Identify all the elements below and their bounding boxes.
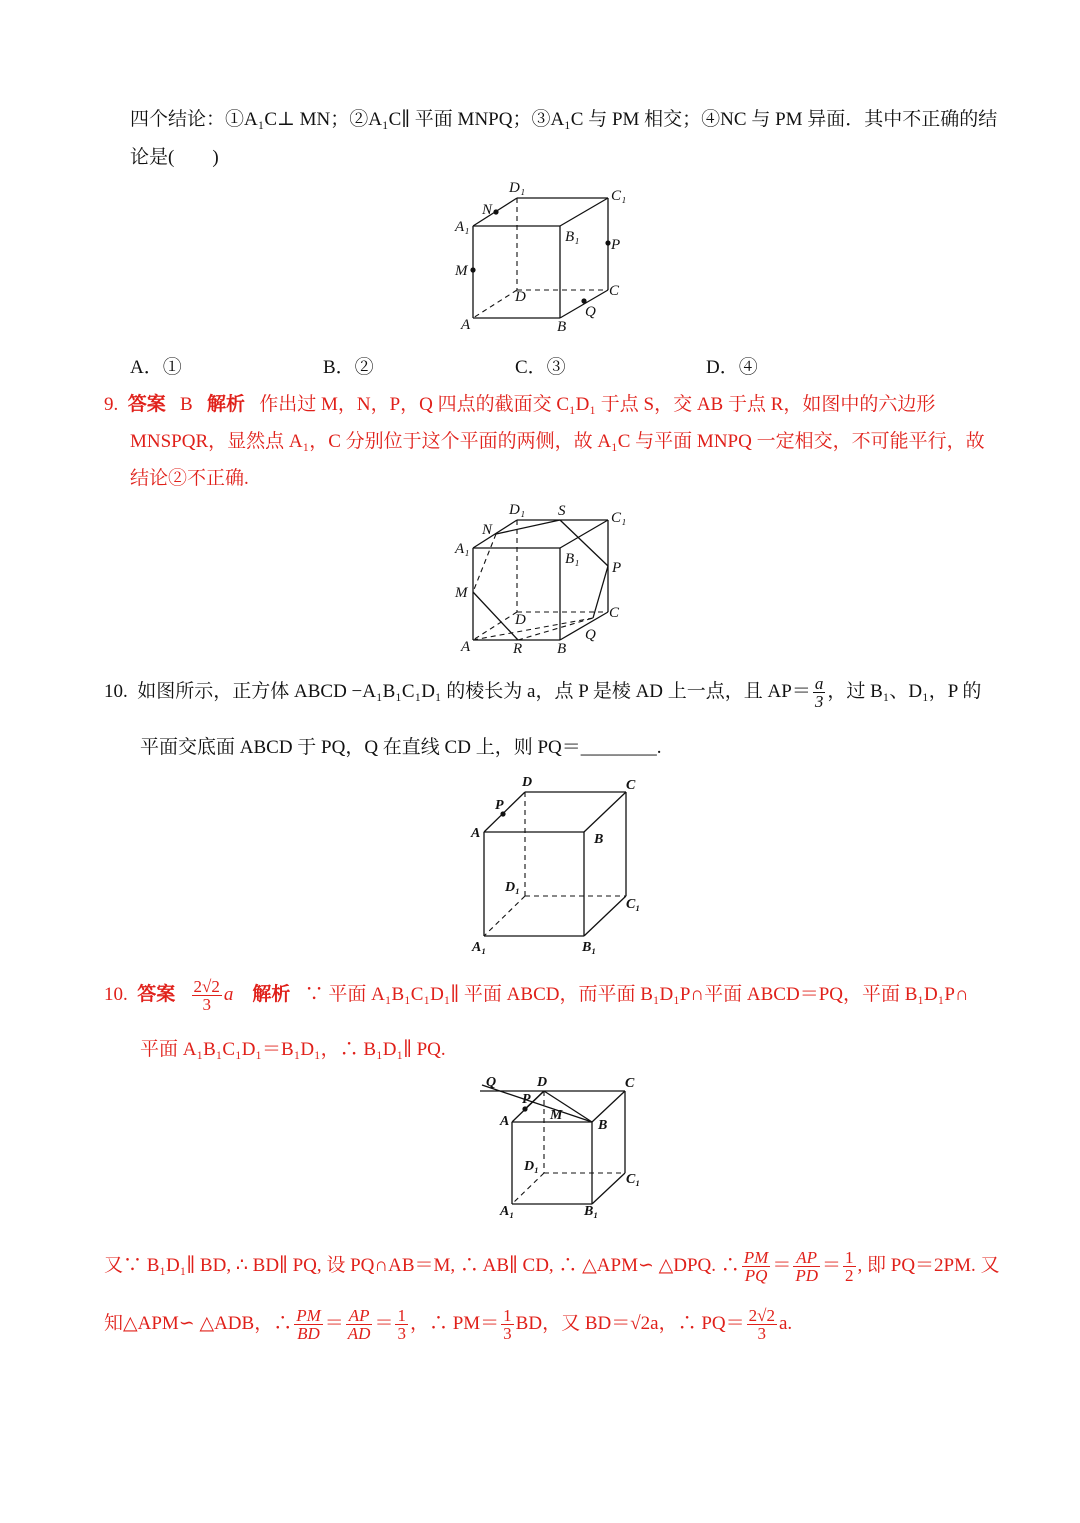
fig3-label-d1: D₁	[505, 880, 520, 895]
fig2-label-a: A	[461, 639, 471, 655]
fig4-label-a1: A₁	[500, 1204, 515, 1219]
fig3-label-d: D	[522, 775, 533, 790]
analysis-10-text1: ∵ 平面 A₁B₁C₁D₁∥ 平面 ABCD，而平面 B₁D₁P∩平面 ABCD＝PQ，平面 B₁D₁P∩	[304, 984, 969, 1005]
fig2-label-r: R	[513, 641, 523, 657]
fig2-label-b1: B₁	[565, 551, 580, 567]
q8-line2: 论是( )	[130, 147, 219, 168]
figure-cube-2	[445, 500, 645, 670]
answer-9-line1	[104, 389, 935, 416]
question-10-text1: 如图所示，正方体 ABCD −A₁B₁C₁D₁ 的棱长为 a，点 P 是棱 AD 上一点，且 AP＝	[137, 681, 811, 702]
fig4-label-c: C	[625, 1076, 635, 1091]
fig2-label-d: D	[515, 612, 526, 628]
fig3-label-p: P	[495, 798, 504, 813]
fig4-label-d: D	[537, 1075, 548, 1090]
fig2-label-d1: D₁	[509, 502, 526, 518]
answer-9-choice: B	[180, 394, 193, 415]
answer-9-label: 答案	[127, 394, 166, 415]
answer-10-number: 10.	[104, 984, 128, 1005]
answer-10-variable: a	[223, 984, 234, 1005]
fig4-label-d1: D₁	[524, 1159, 539, 1174]
fig1-label-b: B	[557, 319, 567, 335]
q8-line1: 四个结论：①A₁C⊥ MN；②A₁C∥ 平面 MNPQ；③A₁C 与 PM 相交；④NC 与 PM 异面．其中不正确的结	[130, 109, 998, 130]
figure-cube-1	[445, 178, 645, 348]
fig4-label-m: M	[550, 1108, 563, 1123]
fig1-label-c1: C₁	[611, 188, 627, 204]
fig4-label-c1: C₁	[626, 1172, 641, 1187]
fig1-label-d1: D₁	[509, 180, 526, 196]
analysis-10-text4: 知△APM∽ △ADB，∴ $\frac{PM}{BD}$ ＝ $\frac{AP}{AD}$ ＝ $\frac{1}{3}$ ，∴ PM＝ $\frac{1}{3}$ BD，又 BD＝√2a，∴ PQ＝ $\frac{2√2}{3}$ a.	[104, 1306, 793, 1344]
fig2-label-q: Q	[585, 627, 596, 643]
fig1-label-p: P	[611, 237, 621, 253]
fig2-label-a1: A₁	[455, 541, 470, 557]
fig1-label-b1: B₁	[565, 229, 580, 245]
answer-10-fraction: $\frac{2√2}{3}$	[193, 977, 220, 1015]
analysis-9-text3: 结论②不正确.	[130, 468, 249, 489]
fig1-label-a: A	[461, 317, 471, 333]
fig2-label-m: M	[455, 585, 468, 601]
analysis-10-text3: 又∵ B₁D₁∥ BD, ∴ BD∥ PQ, 设 PQ∩AB＝M, ∴ AB∥ CD, ∴ △APM∽ △DPQ. ∴ $\frac{PM}{PQ}$ ＝ $\frac{AP}{PD}$ ＝ $\frac{1}{2}$ , 即 PQ＝2PM. 又	[104, 1248, 1000, 1286]
analysis-9-label: 解析	[206, 394, 245, 415]
question-10-line1	[104, 674, 981, 710]
answer-10-line1	[104, 972, 969, 1018]
answer-9-number: 9.	[104, 394, 119, 415]
fig3-label-b1: B₁	[582, 940, 597, 955]
analysis-9-text2: MNSPQR，显然点 A₁，C 分别位于这个平面的两侧，故 A₁C 与平面 MNPQ 一定相交，不可能平行，故	[130, 431, 985, 452]
option-b: B．②	[323, 357, 374, 378]
fig2-label-c1: C₁	[611, 510, 627, 526]
fig3-label-a1: A₁	[472, 940, 487, 955]
analysis-10-label: 解析	[252, 984, 291, 1005]
figure-cube-4	[478, 1072, 678, 1222]
fig4-label-q: Q	[486, 1075, 497, 1090]
fig1-label-a1: A₁	[455, 219, 470, 235]
fig1-label-c: C	[609, 283, 620, 299]
fig3-label-c1: C₁	[626, 897, 641, 912]
fig2-label-b: B	[557, 641, 567, 657]
fig4-label-b: B	[598, 1118, 608, 1133]
fig1-label-n: N	[482, 202, 493, 218]
fig4-label-a: A	[500, 1114, 510, 1129]
fig2-label-c: C	[609, 605, 620, 621]
fig4-label-p: P	[522, 1092, 531, 1107]
answer-10-label: 答案	[137, 984, 176, 1005]
fig2-label-p: P	[612, 560, 622, 576]
fig3-label-b: B	[594, 832, 604, 847]
option-d: D．④	[706, 357, 758, 378]
analysis-9-text1: 作出过 M，N，P，Q 四点的截面交 C₁D₁ 于点 S，交 AB 于点 R，如图中的六边形	[259, 394, 936, 415]
fig4-label-b1: B₁	[584, 1204, 599, 1219]
fig1-label-d: D	[515, 289, 526, 305]
fig3-label-a: A	[471, 826, 481, 841]
question-10-line2: 平面交底面 ABCD 于 PQ，Q 在直线 CD 上，则 PQ＝________.	[140, 737, 662, 758]
option-c: C．③	[515, 357, 566, 378]
fig3-label-c: C	[626, 778, 636, 793]
question-10-number: 10.	[104, 681, 128, 702]
fig2-label-s: S	[558, 503, 566, 519]
question-10-text2: ，过 B₁、D₁，P 的	[827, 681, 982, 702]
fig1-label-m: M	[455, 263, 468, 279]
analysis-10-text2: 平面 A₁B₁C₁D₁＝B₁D₁，∴ B₁D₁∥ PQ.	[140, 1039, 446, 1060]
option-a: A．①	[130, 357, 182, 378]
fig2-label-n: N	[482, 522, 493, 538]
fig1-label-q: Q	[585, 304, 596, 320]
figure-cube-3	[460, 770, 660, 960]
question-10-fraction: $\frac{a}{3}$	[814, 674, 824, 712]
